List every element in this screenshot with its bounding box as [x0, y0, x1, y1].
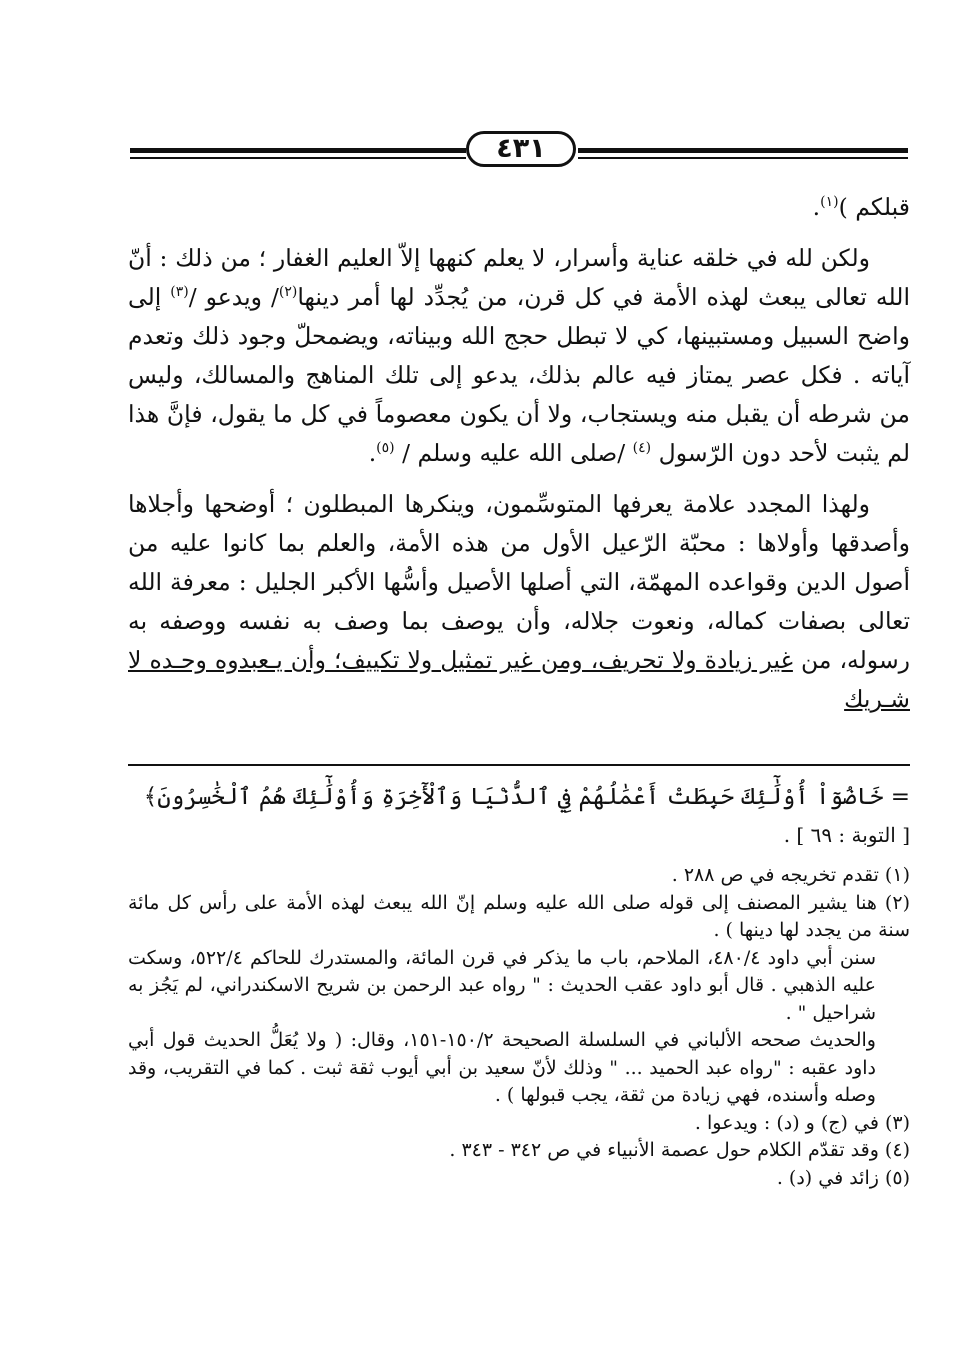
verse-reference: [ التوبة : ٦٩ ] .: [783, 823, 910, 847]
footnote-ref-2: (٢): [278, 284, 298, 301]
footnote-2-source: سنن أبي داود ٤٨٠/٤، الملاحم، باب ما يذكر في قرن المائة، والمستدرك للحاكم ٥٢٢/٤، وسكت عليه الذهبي . قال أبو داود عقب الحديث : " رواه عبد الرحمن بن شريح الاسكندراني، لم يَجُز به شراحيل " .: [128, 946, 877, 1024]
footnote-ref-4: (٤): [632, 440, 652, 457]
underlined-phrase: غير زيادة ولا تحريف، ومن غير تمثيل ولا تكييف؛ وأن يـعبدوه وحـده لا شـريك: [128, 646, 910, 713]
paragraph-2: ولهذا المجدد علامة يعرفها المتوسِّمون، وينكرها المبطلون ؛ أوضحها وأجلاها وأصدقها وأولاها : محبّة الرّعيل الأول من هذه الأمة، والعلم بما كانوا عليه من أصول الدين وقواعده المهمّة، التي أصلها الأصيل وأسُّها الأكبر الجليل : معرفة الله تعالى بصفات كماله، ونعوت جلاله، وأن يوصف بما وصف به نفسه ووصفه به رسوله، من غير زيادة ولا تحريف، ومن غير تمثيل ولا تكييف؛ وأن يـعبدوه وحـده لا شـريك: [128, 490, 910, 713]
footnote-divider: [128, 764, 910, 766]
footnote-4: (٤) وقد تقدّم الكلام حول عصمة الأنبياء في ص ٣٤٢ - ٣٤٣ .: [449, 1139, 910, 1161]
header-rule-left: [130, 148, 466, 162]
header-rule-right: [578, 148, 908, 162]
verse-text: = خَاضُوٓاْ أُوْلَٰٓئِكَ حَبِطَتْ أَعْمَٰلُهُمْ فِي ٱلدُّنْيَا وَٱلْأٓخِرَةِ وَأُوْلَٰٓئِكَ هُمُ ٱلْخَٰسِرُونَ﴾: [143, 784, 910, 810]
footnote-1: (١) تقدم تخريجه في ص ٢٨٨ .: [671, 864, 910, 886]
quran-verse-continuation: [128, 778, 910, 854]
footnote-ref-1: (١): [820, 194, 839, 211]
footnote-2: (٢) هنا يشير المصنف إلى قوله صلى الله عليه وسلم إنّ الله يبعث لهذه الأمة على رأس كل مائة سنة من يجدد لها دينها ) .: [128, 891, 910, 941]
footnote-3: (٣) في (ج) و (د) : ويدعوا .: [694, 1111, 910, 1134]
footnote-2-grading: والحديث صححه الألباني في السلسلة الصحيحة ١٥٠/٢-١٥١، وقال: ( ولا يُعَلُّ الحديث قول أبي داود عقبه : "رواه عبد الحميد ... " وذلك لأنّ سعيد بن أبي أيوب ثقة ثبت . كما في التقريب، وقد وصله وأسنده، فهي زيادة من ثقة، يجب قبولها ) .: [128, 1029, 876, 1106]
paragraph-1: ولكن لله في خلقه عناية وأسرار، لا يعلم كنهها إلاّ العليم الغفار ؛ من ذلك : أنّ الله تعالى يبعث لهذه الأمة في كل قرن، من يُجدِّد لها أمر دينها$^{(٢)}$/ ويدعو /$^{(٣)}$ إلى واضح السبيل ومستبينها، كي لا تبطل حجج الله وبيناته، ويضمحلّ وجود ذلك وتعدم آياته . فكل عصر يمتاز فيه عالم بذلك، يدعو إلى تلك المناهج والمسالك، وليس من شرطه أن يقبل منه ويستجاب، ولا أن يكون معصوماً في كل ما يقول، فإنَّ هذا لم يثبت لأحد دون الرّسول $^{(٤)}$ /صلى الله عليه وسلم / $^{(٥)}$.: [128, 244, 910, 467]
footnote-5: (٥) زائد في (د) .: [776, 1166, 910, 1189]
footnote-ref-5: (٥): [376, 440, 395, 457]
page-number: ٤٣١: [466, 131, 576, 167]
main-text: [128, 188, 910, 731]
paragraph-0: قبلكم )$^{(١)}$.: [812, 193, 910, 221]
footnote-ref-3: (٣): [170, 284, 189, 301]
footnotes: [128, 862, 910, 1192]
